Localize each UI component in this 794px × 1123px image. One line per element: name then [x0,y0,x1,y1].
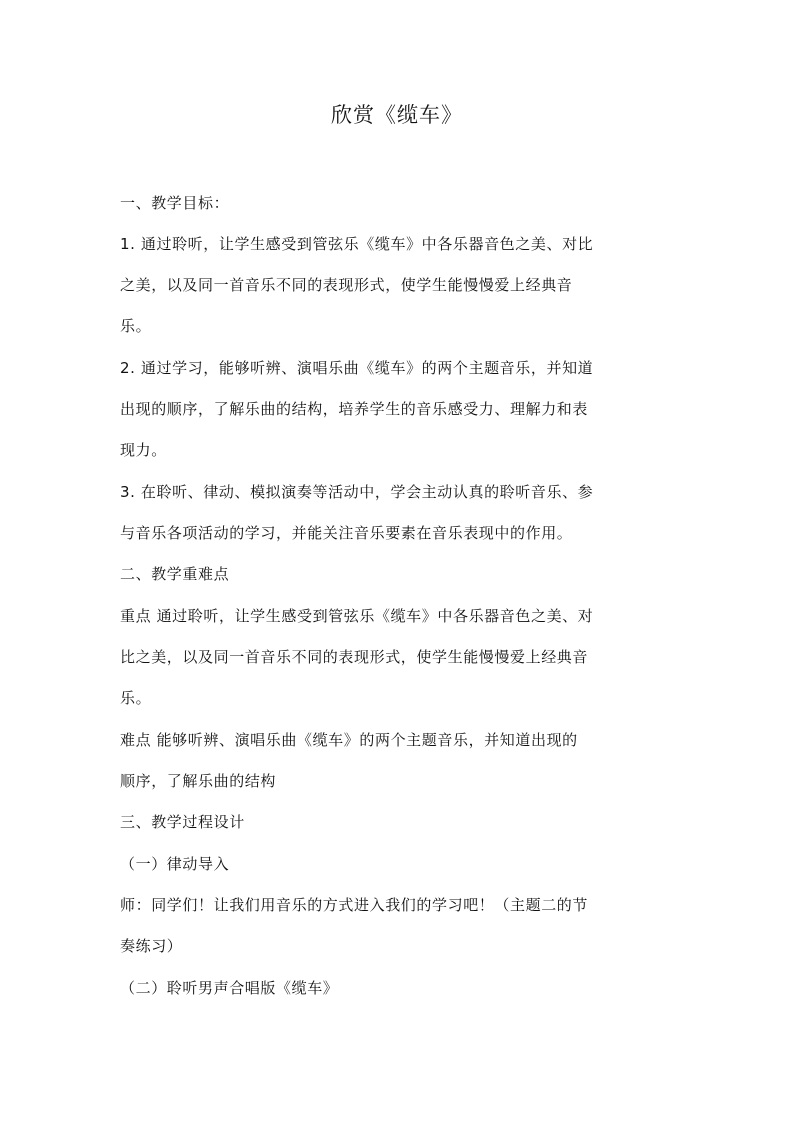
paragraph-line: 1. 通过聆听，让学生感受到管弦乐《缆车》中各乐器音色之美、对比 [120,235,594,253]
paragraph-line: 比之美，以及同一首音乐不同的表现形式，使学生能慢慢爱上经典音 [120,648,589,666]
paragraph-line: 顺序，了解乐曲的结构 [120,772,277,790]
paragraph-line: 出现的顺序，了解乐曲的结构，培养学生的音乐感受力、理解力和表 [120,400,589,418]
heading-teaching-objectives: 一、教学目标： [120,194,230,212]
document-title: 欣赏《缆车》 [331,103,463,127]
paragraph-line: 现力。 [120,441,167,459]
paragraph-line: 3. 在聆听、律动、模拟演奏等活动中，学会主动认真的聆听音乐、参 [120,483,594,501]
subheading-rhythm-intro: （一）律动导入 [120,855,230,873]
paragraph-line: 之美，以及同一首音乐不同的表现形式，使学生能慢慢爱上经典音 [120,276,573,294]
paragraph-line: 师：同学们！让我们用音乐的方式进入我们的学习吧！（主题二的节 [120,896,589,914]
paragraph-line: 难点 能够听辨、演唱乐曲《缆车》的两个主题音乐，并知道出现的 [120,731,578,749]
paragraph-line: 重点 通过聆听，让学生感受到管弦乐《缆车》中各乐器音色之美、对 [120,607,594,625]
heading-teaching-process: 三、教学过程设计 [120,813,245,831]
paragraph-line: 2. 通过学习，能够听辨、演唱乐曲《缆车》的两个主题音乐，并知道 [120,359,594,377]
heading-key-difficult-points: 二、教学重难点 [120,565,230,583]
paragraph-line: 乐。 [120,317,152,335]
paragraph-line: 奏练习） [120,937,183,955]
paragraph-line: 与音乐各项活动的学习，并能关注音乐要素在音乐表现中的作用。 [120,524,573,542]
subheading-listen-chorus: （二）聆听男声合唱版《缆车》 [120,979,339,997]
paragraph-line: 乐。 [120,689,152,707]
